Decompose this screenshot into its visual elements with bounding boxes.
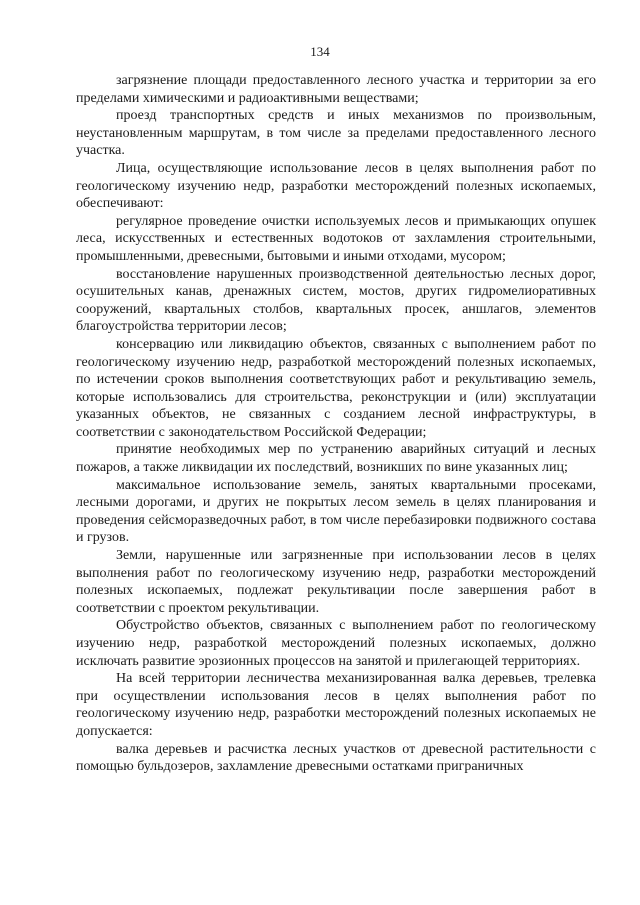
page-number: 134: [310, 44, 330, 59]
paragraph-10: Обустройство объектов, связанных с выполнением работ по геологическому изучению недр, разработкой месторождений полезных ископаемых, должно исключать развитие эрозионных процессов на занятой и прилегающей территориях.: [76, 618, 596, 669]
paragraph-8: максимальное использование земель, занятых квартальными просеками, лесными дорогами, и других не покрытых лесом земель в целях планирования и проведения сейсморазведочных работ, в том числе перебазировки подвижного состава и грузов.: [76, 477, 596, 546]
paragraph-1: загрязнение площади предоставленного лесного участка и территории за его пределами химическими и радиоактивными веществами;: [76, 73, 596, 106]
paragraph-9: Земли, нарушенные или загрязненные при использовании лесов в целях выполнения работ по геологическому изучению недр, разработки месторождений полезных ископаемых, подлежат рекультивации после завершения работ в соответствии с проектом рекультивации.: [76, 548, 596, 616]
paragraph-7: принятие необходимых мер по устранению аварийных ситуаций и лесных пожаров, а также ликвидации их последствий, возникших по вине указанных лиц;: [76, 442, 596, 476]
paragraph-5: восстановление нарушенных производственной деятельностью лесных дорог, осушительных канав, дренажных систем, мостов, других гидромелиоративных сооружений, квартальных столбов, квартальных просек, аншлагов, элементов благоустройства территории лесов;: [76, 266, 596, 335]
paragraph-3: Лица, осуществляющие использование лесов в целях выполнения работ по геологическому изучению недр, разработки месторождений полезных ископаемых, обеспечивают:: [76, 160, 596, 212]
paragraph-4: регулярное проведение очистки используемых лесов и примыкающих опушек леса, искусственных и естественных водотоков от захламления строительными, промышленными, древесными, бытовыми и иными отходами, мусором;: [76, 213, 596, 264]
document-body: [76, 72, 596, 776]
paragraph-6: консервацию или ликвидацию объектов, связанных с выполнением работ по геологическому изучению недр, разработкой месторождений полезных ископаемых, по истечении сроков выполнения соответствующих работ и рекультивацию земель, которые использовались для строительства, реконструкции и (или) эксплуатации указанных объектов, не связанных с созданием лесной инфраструктуры, в соответствии с законодательством Российской Федерации;: [76, 336, 596, 440]
paragraph-2: проезд транспортных средств и иных механизмов по произвольным, неустановленным маршрутам, в том числе за пределами предоставленного лесного участка.: [76, 108, 596, 159]
paragraph-12: валка деревьев и расчистка лесных участков от древесной растительности с помощью бульдозеров, захламление древесными остатками приграничных: [76, 741, 596, 775]
paragraph-11: На всей территории лесничества механизированная валка деревьев, трелевка при осуществлении использования лесов в целях выполнения работ по геологическому изучению недр, разработки месторождений полезных ископаемых не допускается:: [76, 671, 596, 739]
